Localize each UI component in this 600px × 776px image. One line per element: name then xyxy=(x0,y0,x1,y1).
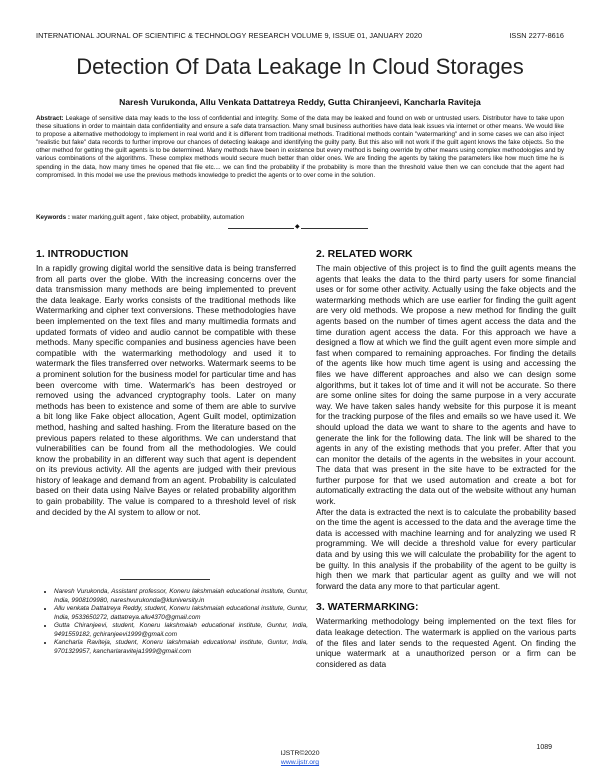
running-header xyxy=(36,31,564,40)
issn: ISSN 2277-8616 xyxy=(509,31,564,40)
author-footnotes xyxy=(42,588,308,656)
footnote-item: • Gutta Chiranjeevi, student, Koneru lakshmaiah educational institute, Guntur, India, 9491559182, gchiranjeevi1999@gmail.com xyxy=(54,622,308,639)
section-divider xyxy=(228,228,368,229)
copyright: IJSTR©2020 xyxy=(280,750,320,757)
abstract xyxy=(36,115,564,180)
footnote-item: • Naresh Vurukonda, Assistant professor, Koneru lakshmaiah educational institute, Guntur, India, 9908109980, nareshvurukonda@kluniversity.in xyxy=(54,588,308,605)
page-footer xyxy=(0,749,600,767)
related-work-heading: 2. RELATED WORK xyxy=(316,248,413,260)
journal-name: INTERNATIONAL JOURNAL OF SCIENTIFIC & TECHNOLOGY RESEARCH VOLUME 9, ISSUE 01, JANUARY 2020 xyxy=(36,31,423,40)
journal-link[interactable]: www.ijstr.org xyxy=(280,759,320,766)
author-list: Naresh Vurukonda, Allu Venkata Dattatreya Reddy, Gutta Chiranjeevi, Kancharla Raviteja xyxy=(119,97,481,107)
related-work-para-1: The main objective of this project is to find the guilt agents means the agents that leaks the data to the third party users for some financial uses or for some other activity. Actually using the fake objects and the watermarking methods which are use earlier for finding the guilt agent are very old methods. We propose a new method for finding the guilt agents based on the number of times agent access the data and the time duration agent access the data. For this approach we have a designed a flow at which we find the guilt agent even more simple and fast when compared to remaining approaches. For finding the details of the agents like how much time agent is using and accessing the files we have different approaches and also we can design some algorithms, but it takes lot of time and it will not be accurate. So there are some online sites for doing the same purpose in a very accurate way. We have taken sales handy website for this purpose it is meant for the tracking purpose of the files and emails so we have used it. We should upload the data we want to share to the agents and have to generate the link for the following data. The link will be shared to the agents in any of the existing methods that you prefer. After that you can monitor the details of the agents in the websites in your account. The data that was present in the site have to be extracted for the further purpose for that we used automation and create a bot for automatically extracting the data out of the website without any human work. xyxy=(316,263,576,507)
right-column xyxy=(316,248,576,669)
related-work-para-2: After the data is extracted the next is to calculate the probability based on the time the agent is accessed to the data and the average time the data is accessed with machine learning and for analyzing we used R programming. We will decide a threshold value for every particular data and by using this we will calculate the probability for the agent to be guilty. In this analysis if the probability of the agent to be guilty is high then we mark that particular agent as guilty and we will not forward the data any more to that particular agent. xyxy=(316,506,576,591)
footnote-item: • Kancharla Raviteja, student, Koneru lakshmaiah educational institute, Guntur, India, 9701329957, kancharlaraviteja1999@gmail.com xyxy=(54,639,308,656)
abstract-label: Abstract: xyxy=(36,115,64,122)
watermarking-text: Watermarking methodology being implemented on the text files for data leakage detection. The watermark is applied on the various parts of the files and later sends to the requested Agent. On finding the unique watermark at a unauthorized person or a firm can be considered as data xyxy=(316,616,576,669)
page-number: 1089 xyxy=(536,744,552,751)
footnote-rule xyxy=(120,579,210,580)
watermarking-heading: 3. WATERMARKING: xyxy=(316,601,419,614)
introduction-heading: 1. INTRODUCTION xyxy=(36,248,129,260)
abstract-text: Leakage of sensitive data may leads to the loss of confidential and integrity. Some of the data may be leaked and found on web or untrusted users. Distributor have to take upon these situations in order to maintain data confidentiality and ensure a safe data transaction. Many small business authorities have data leak issues via internet or other means. We would like to propose a alternative methodology to implement in real world and it is different from traditional methods. Traditional methods contain "watermarking" and in some cases we can also inject "realistic but fake" data records to further improve our chances of detecting leakage and identifying the guilty party. But this also will not work if the guilt agent knows the fake objects. So the other method for getting the guilt agents is to be determined. Many methods have been in existence but every method is being override by other means using complex methodologies and by various combinations of the algorithms. These complex methods would secure much better than older ones. We are finding the agents by taking the parameters like how much time he is spending in the data, how many times he opened that file etc.... we can find the probability if the probability is more than the threshold value then we can conclude that the agent had compromised. In this model we use the previous methods knowledge to predict the agents or to over come in the solution. xyxy=(36,115,564,179)
paper-title: Detection Of Data Leakage In Cloud Storages xyxy=(76,54,524,79)
keywords-label: Keywords : xyxy=(36,214,70,221)
left-column xyxy=(36,248,296,517)
introduction-text: In a rapidly growing digital world the sensitive data is being transferred from all parts over the globe. With the increasing concerns over the data transmission many methods are being implemented to prevent the data leakage. Early works consists of the traditional methods like Watermarking and cipher text conversions. These methodologies have been implemented on the text files and many multimedia formats and updated formats of video and audio cannot be compatible with these methods. Many specific companies and business agencies have been compatible with the watermarking methodology and used it to watermark the files transferred over networks. Watermark seems to be a prominent solution for the business model for particular time and has been overcome with time. Watermark's has been destroyed or removed using the advanced cryptography tools. Later on many methods has been to existence and some of them are able to survive a bit long like Fake object allocation, Agent Guilt model, optimization method, hashing and salted hashing. From the literature based on the previous papers related to these algorithms. We can understand that vulnerabilities can be found from all the methodologies. We could know the probability in an different way such that agent is dependent on its previous activity. All the agents are judged with their previous history of leakage and demand from an agent. Probability is calculated based on their data using Naïve Bayes or related probability algorithm to gain probability. The value is compared to a threshold level of risk and decided by the AI system to allow or not. xyxy=(36,263,296,517)
keywords xyxy=(36,214,564,221)
footnote-item: • Allu venkata Dattatreya Reddy, student, Koneru lakshmaiah educational institute, Guntur, India, 9533650272, dattatreya.allu4370@gmail.com xyxy=(54,605,308,622)
keywords-text: water marking,guilt agent , fake object, probability, automation xyxy=(69,214,245,221)
